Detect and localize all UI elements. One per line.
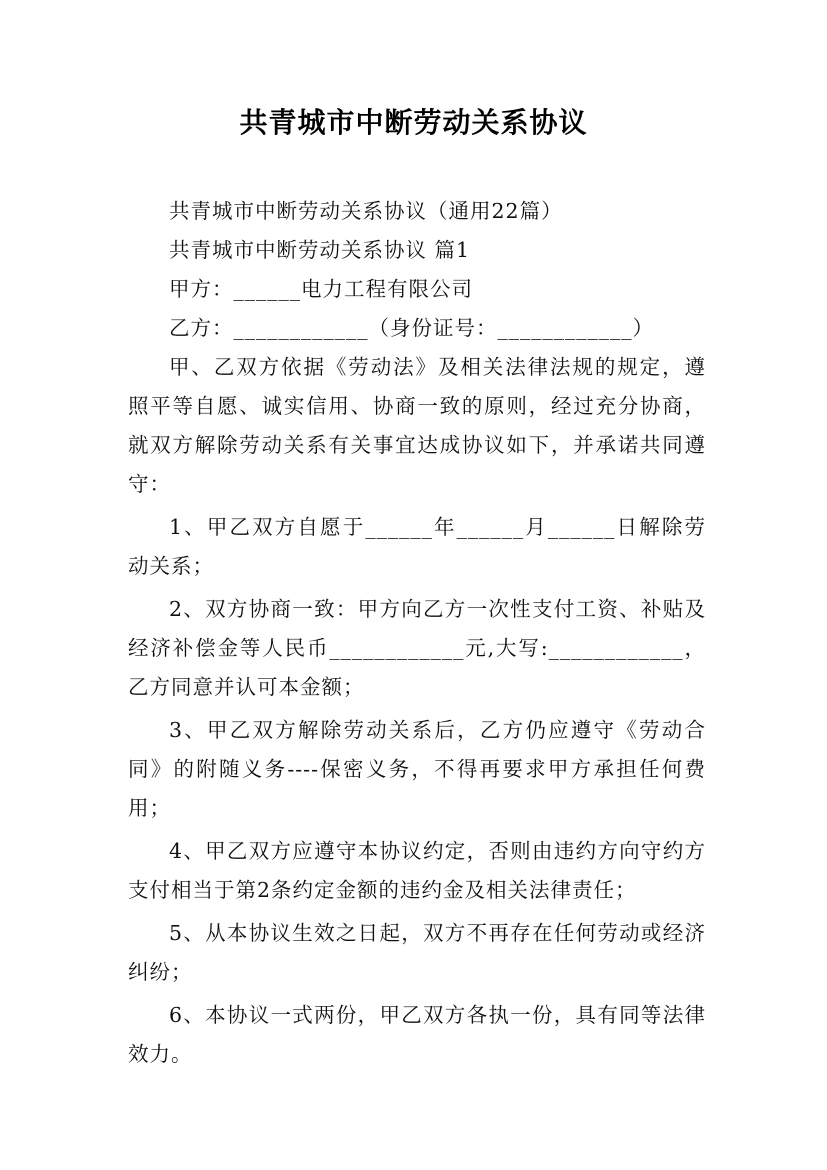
section-heading: 共青城市中断劳动关系协议 篇1 <box>169 238 471 262</box>
clause-6: 6、本协议一式两份，甲乙双方各执一份，具有同等法律效力。 <box>128 1003 706 1066</box>
preamble-paragraph: 甲、乙双方依据《劳动法》及相关法律法规的规定，遵照平等自愿、诚实信用、协商一致的原则，经过充分协商，就双方解除劳动关系有关事宜达成协议如下，并承诺共同遵守： <box>128 355 706 496</box>
document-body <box>128 192 706 1074</box>
subtitle-paragraph: 共青城市中断劳动关系协议（通用22篇） <box>169 199 563 223</box>
party-a-line: 甲方：______电力工程有限公司 <box>169 277 473 301</box>
clause-1: 1、甲乙双方自愿于______年______月______日解除劳动关系； <box>128 515 706 578</box>
clause-2: 2、双方协商一致：甲方向乙方一次性支付工资、补贴及经济补偿金等人民币____________元,大写:____________，乙方同意并认可本金额； <box>128 597 706 699</box>
clause-3: 3、甲乙双方解除劳动关系后，乙方仍应遵守《劳动合同》的附随义务----保密义务，不得再要求甲方承担任何费用； <box>128 718 706 820</box>
document-title: 共青城市中断劳动关系协议 <box>239 106 588 139</box>
party-b-line: 乙方：____________（身份证号：____________） <box>169 316 654 340</box>
clause-5: 5、从本协议生效之日起，双方不再存在任何劳动或经济纠纷； <box>128 921 706 984</box>
clause-4: 4、甲乙双方应遵守本协议约定，否则由违约方向守约方支付相当于第2条约定金额的违约金及相关法律责任； <box>128 839 706 902</box>
